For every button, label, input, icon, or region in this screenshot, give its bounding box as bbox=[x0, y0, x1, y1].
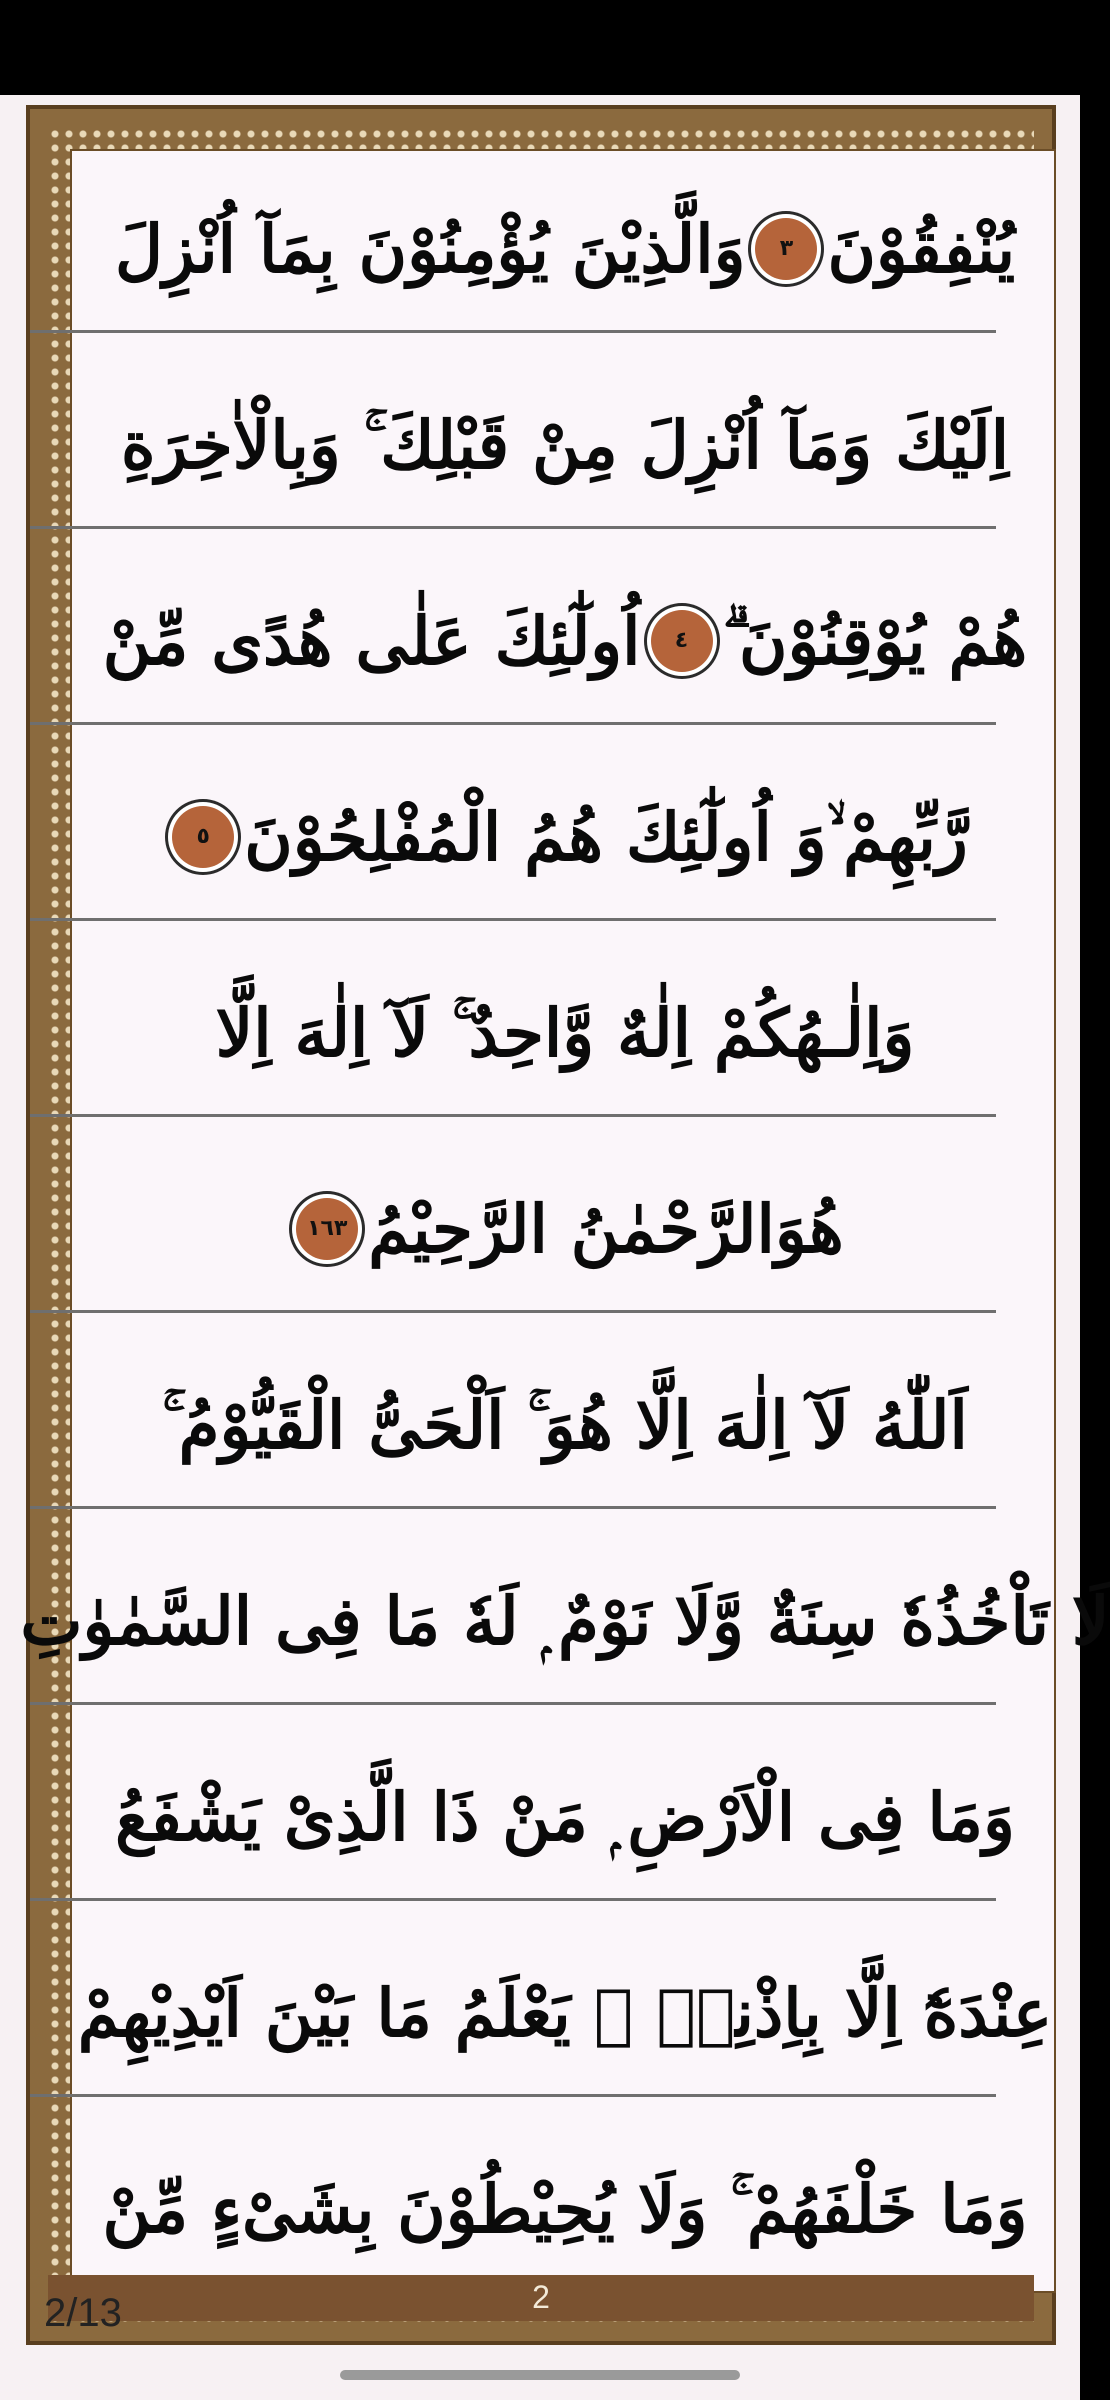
verse-line-3-pre: هُمْ يُوْقِنُوْنَ ۗ bbox=[722, 601, 1028, 680]
verse-line-3-text: اُولٰٓئِكَ عَلٰى هُدًى مِّنْ bbox=[102, 601, 641, 680]
verse-line-11-text: وَمَا خَلْفَهُمْ ۚ وَلَا يُحِيْطُوْنَ بِشَىْءٍ مِّنْ bbox=[102, 2169, 1028, 2248]
verse-line-1-pre: يُنْفِقُوْنَ bbox=[827, 209, 1016, 288]
verse-line-10 bbox=[77, 1915, 1053, 2111]
verse-line-6 bbox=[82, 1131, 1048, 1327]
verse-line-8-text: لَا تَاْخُذُهٗ سِنَةٌ وَّلَا نَوْمٌ ۭ لَهٗ مَا فِى السَّمٰوٰتِ bbox=[20, 1581, 1110, 1660]
page-counter: 2/13 bbox=[44, 2291, 122, 2335]
ayah-number-marker: ٥ bbox=[172, 806, 234, 868]
verse-line-4-text: وَ اُولٰٓئِكَ هُمُ الْمُفْلِحُوْنَ bbox=[244, 797, 827, 876]
ayah-number-marker: ١٦٣ bbox=[296, 1198, 358, 1260]
line-divider bbox=[30, 918, 996, 921]
reader-screen bbox=[0, 95, 1110, 2400]
line-divider bbox=[30, 2094, 996, 2097]
verse-line-4-pre: رَّبِّهِمْ ۙ bbox=[826, 797, 968, 876]
verse-line-9-text: وَمَا فِى الْاَرْضِ ۭ مَنْ ذَا الَّذِىْ يَشْفَعُ bbox=[115, 1777, 1015, 1856]
verse-line-1-text: وَالَّذِيْنَ يُؤْمِنُوْنَ بِمَآ اُنْزِلَ bbox=[114, 209, 746, 288]
line-divider bbox=[30, 722, 996, 725]
verse-line-2 bbox=[82, 347, 1048, 543]
verse-line-1 bbox=[82, 151, 1048, 347]
verse-line-5-text: وَاِلٰـهُكُمْ اِلٰهٌ وَّاحِدٌ ۚ لَآ اِلٰهَ اِلَّا bbox=[215, 993, 915, 1072]
line-divider bbox=[30, 330, 996, 333]
verse-line-9 bbox=[82, 1719, 1048, 1915]
ornamental-border bbox=[20, 105, 1110, 2345]
verse-line-10-text: عِنْدَهٗٓ اِلَّا بِاِذْنِهٖ ۭ يَعْلَمُ مَا بَيْنَ اَيْدِيْهِمْ bbox=[77, 1973, 1053, 2052]
verse-line-4 bbox=[82, 739, 1048, 935]
ayah-number-marker: ٤ bbox=[651, 610, 713, 672]
verse-line-3 bbox=[82, 543, 1048, 739]
verse-line-7-text: اَللّٰهُ لَآ اِلٰهَ اِلَّا هُوَ ۚ اَلْحَىُّ الْقَيُّوْمُ ۚ bbox=[162, 1385, 968, 1464]
ayah-number-marker: ٣ bbox=[755, 218, 817, 280]
page-number: 2 bbox=[532, 2279, 550, 2315]
verse-line-6-text: هُوَالرَّحْمٰنُ الرَّحِيْمُ bbox=[368, 1189, 844, 1268]
status-bar bbox=[0, 0, 1080, 95]
line-divider bbox=[30, 1114, 996, 1117]
line-divider bbox=[30, 1506, 996, 1509]
verse-line-7 bbox=[82, 1327, 1048, 1523]
line-divider bbox=[30, 1310, 996, 1313]
verse-line-5 bbox=[82, 935, 1048, 1131]
quran-page[interactable] bbox=[20, 149, 1110, 2293]
line-divider bbox=[30, 1898, 996, 1901]
verse-line-8 bbox=[20, 1523, 1110, 1719]
verse-line-2-text: اِلَيْكَ وَمَآ اُنْزِلَ مِنْ قَبْلِكَ ۚ وَبِالْاٰخِرَةِ bbox=[120, 405, 1010, 484]
page-footer bbox=[48, 2275, 1034, 2321]
home-gesture-handle[interactable] bbox=[340, 2370, 740, 2380]
line-divider bbox=[30, 1702, 996, 1705]
line-divider bbox=[30, 526, 996, 529]
